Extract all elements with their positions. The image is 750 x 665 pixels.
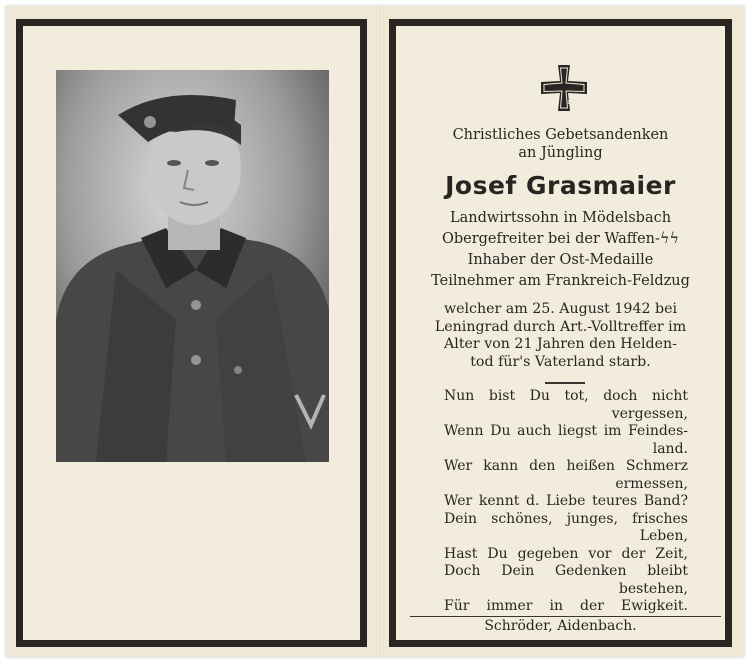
soldier-portrait-photo <box>56 70 329 462</box>
poem-line: land. <box>652 440 688 457</box>
info-line: Landwirtssohn in Mödelsbach <box>449 210 672 226</box>
biographical-info <box>396 208 725 292</box>
deceased-name: Josef Grasmaier <box>445 171 676 200</box>
section-divider <box>545 382 585 384</box>
footer-divider <box>410 616 721 617</box>
death-notice-line: Leningrad durch Art.-Volltreffer im <box>434 318 687 335</box>
poem-line: ermessen, <box>615 475 688 492</box>
death-notice-line: tod für's Vaterland starb. <box>470 353 651 370</box>
printer-credit: Schröder, Aidenbach. <box>484 618 637 634</box>
memorial-card <box>6 6 744 657</box>
memorial-poem <box>444 388 688 616</box>
info-line: Inhaber der Ost-Medaille <box>467 252 654 268</box>
iron-cross-icon <box>539 63 589 113</box>
left-panel <box>16 19 367 647</box>
poem-line: Wer kann den heißen Schmerz <box>444 458 688 474</box>
poem-line: Leben, <box>639 528 688 544</box>
intro-line: an Jüngling <box>518 145 603 161</box>
intro-line: Christliches Gebetsandenken <box>452 127 669 143</box>
poem-line: Wer kennt d. Liebe teures Band? <box>444 493 688 509</box>
death-notice-line: welcher am 25. August 1942 bei <box>443 301 678 317</box>
poem-line: Nun bist Du tot, doch nicht <box>444 388 688 404</box>
death-notice-line: Alter von 21 Jahren den Helden- <box>444 336 677 352</box>
cross-year-text: 1939 <box>567 100 580 106</box>
death-notice <box>410 301 711 371</box>
poem-line: Hast Du gegeben vor der Zeit, <box>444 545 688 562</box>
card-fold <box>376 6 380 657</box>
right-panel <box>389 19 732 647</box>
poem-line: Dein schönes, junges, frisches <box>444 510 688 527</box>
info-line: Obergefreiter bei der Waffen-ϟϟ <box>441 231 680 247</box>
info-line: Teilnehmer am Frankreich-Feldzug <box>431 273 690 289</box>
poem-line: Wenn Du auch liegst im Feindes- <box>444 423 688 439</box>
poem-line: bestehen, <box>618 580 688 597</box>
poem-line: vergessen, <box>611 405 688 422</box>
poem-line: Für immer in der Ewigkeit. <box>444 598 688 614</box>
poem-line: Doch Dein Gedenken bleibt <box>444 563 688 579</box>
intro-text <box>396 126 725 162</box>
